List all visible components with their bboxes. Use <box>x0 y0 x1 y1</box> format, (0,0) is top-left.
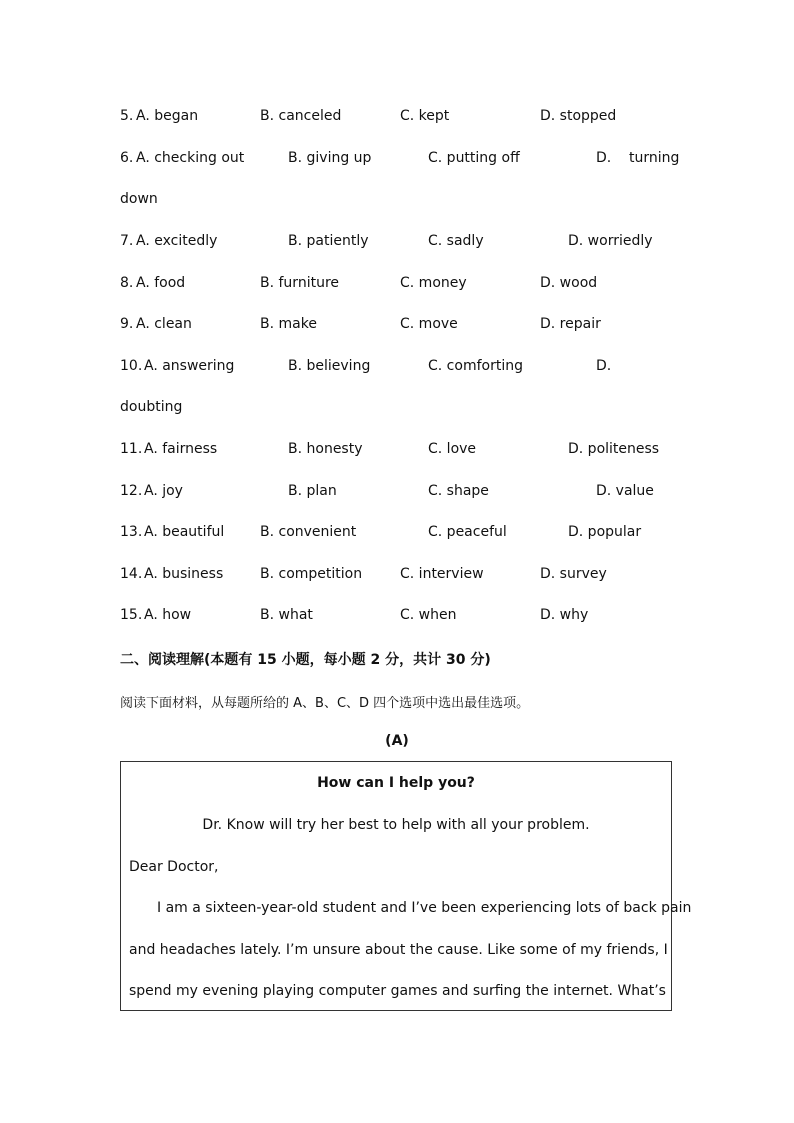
question-7-number: 7. <box>120 233 134 249</box>
question-10-number: 10. <box>120 358 143 374</box>
question-14-option-b: B. competition <box>260 566 363 582</box>
question-9-option-a: A. clean <box>136 316 192 332</box>
question-11-option-a: A. fairness <box>144 441 218 457</box>
question-14-option-c: C. interview <box>400 566 484 582</box>
question-11-option-c: C. love <box>428 441 477 457</box>
question-5-option-a: A. began <box>136 108 199 124</box>
question-8-option-d: D. wood <box>540 275 598 291</box>
question-6-option-c: C. putting off <box>428 150 520 166</box>
question-6-option-b: B. giving up <box>288 150 372 166</box>
question-14-number: 14. <box>120 566 143 582</box>
question-9-option-d: D. repair <box>540 316 601 332</box>
question-12-option-d: D. value <box>596 483 654 499</box>
question-6-number: 6. <box>120 150 134 166</box>
question-11-option-b: B. honesty <box>288 441 363 457</box>
section-instruction: 阅读下面材料，从每题所给的 A、B、C、D 四个选项中选出最佳选项。 <box>120 696 530 711</box>
question-7-option-b: B. patiently <box>288 233 369 249</box>
question-13-option-d: D. popular <box>568 524 642 540</box>
question-6-option-d: D. turning <box>596 150 680 166</box>
letter-body-line-1: I am a sixteen-year-old student and I’ve been experiencing lots of back pain <box>157 900 692 916</box>
question-12-option-a: A. joy <box>144 483 183 499</box>
section-title: 二、阅读理解(本题有 15 小题，每小题 2 分，共计 30 分) <box>120 652 491 668</box>
question-10-option-c: C. comforting <box>428 358 523 374</box>
question-9-number: 9. <box>120 316 134 332</box>
question-14-option-a: A. business <box>144 566 224 582</box>
question-15-number: 15. <box>120 607 143 623</box>
question-15-option-b: B. what <box>260 607 313 623</box>
letter-salutation: Dear Doctor, <box>129 859 219 875</box>
question-8-option-c: C. money <box>400 275 467 291</box>
question-6-option-d-wrap: down <box>120 191 158 207</box>
question-14-option-d: D. survey <box>540 566 607 582</box>
letter-box <box>120 761 692 1011</box>
letter-heading: How can I help you? <box>317 775 475 791</box>
question-11-option-d: D. politeness <box>568 441 660 457</box>
question-7-option-c: C. sadly <box>428 233 484 249</box>
question-10-option-b: B. believing <box>288 358 371 374</box>
question-11-number: 11. <box>120 441 143 457</box>
question-5-option-c: C. kept <box>400 108 450 124</box>
question-15-option-d: D. why <box>540 607 589 623</box>
question-12-option-b: B. plan <box>288 483 337 499</box>
question-12-number: 12. <box>120 483 143 499</box>
question-10-option-a: A. answering <box>144 358 235 374</box>
question-9-option-b: B. make <box>260 316 317 332</box>
question-5-option-b: B. canceled <box>260 108 342 124</box>
letter-subheading: Dr. Know will try her best to help with all your problem. <box>202 817 590 833</box>
question-12-option-c: C. shape <box>428 483 489 499</box>
question-15-option-c: C. when <box>400 607 457 623</box>
question-7-option-d: D. worriedly <box>568 233 653 249</box>
letter-body-line-3: spend my evening playing computer games and surfing the internet. What’s <box>129 983 666 999</box>
question-5-number: 5. <box>120 108 134 124</box>
passage-label: (A) <box>385 733 409 749</box>
question-13-option-b: B. convenient <box>260 524 357 540</box>
question-8-number: 8. <box>120 275 134 291</box>
question-13-number: 13. <box>120 524 143 540</box>
letter-body-line-2: and headaches lately. I’m unsure about the cause. Like some of my friends, I <box>129 942 668 958</box>
question-9-option-c: C. move <box>400 316 458 332</box>
question-8-option-b: B. furniture <box>260 275 340 291</box>
question-7-option-a: A. excitedly <box>136 233 218 249</box>
question-5-option-d: D. stopped <box>540 108 617 124</box>
question-8-option-a: A. food <box>136 275 186 291</box>
question-10-option-d: D. <box>596 358 612 374</box>
question-15-option-a: A. how <box>144 607 192 623</box>
question-10-option-d-wrap: doubting <box>120 399 183 415</box>
question-13-option-a: A. beautiful <box>144 524 225 540</box>
question-13-option-c: C. peaceful <box>428 524 507 540</box>
question-6-option-a: A. checking out <box>136 150 245 166</box>
